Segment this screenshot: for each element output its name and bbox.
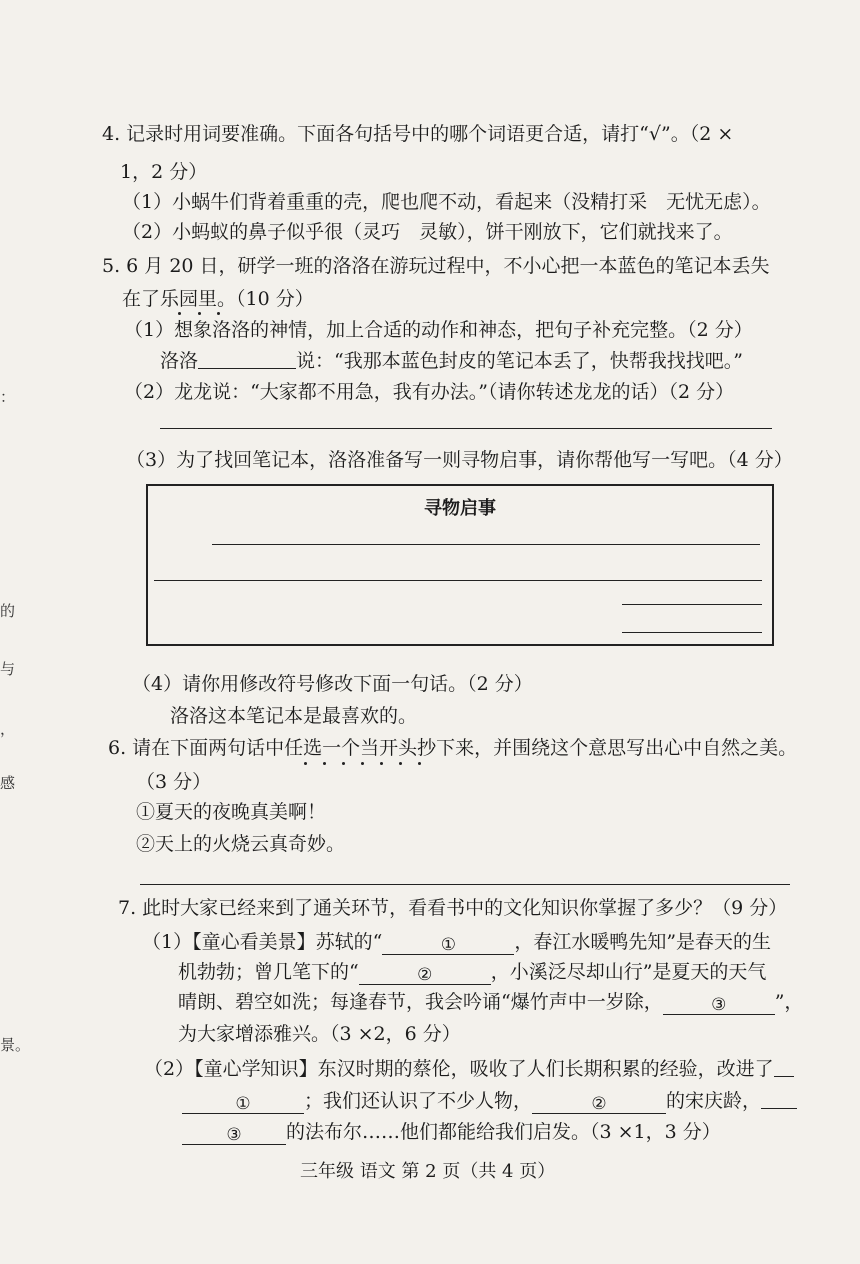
margin-fragment: ，: [0, 720, 16, 738]
margin-fragment: 景。: [0, 1036, 31, 1054]
q5-part4: （4）请你用修改符号修改下面一句话。（2 分）: [132, 673, 533, 695]
emphasis-dot: [198, 312, 201, 315]
q4-score: 1，2 分）: [120, 161, 208, 183]
text: 机勃勃；曾几笔下的“: [178, 961, 359, 983]
q5-title-cont: 在了乐园里。（10 分）: [122, 288, 314, 310]
answer-blank-2[interactable]: ②: [359, 964, 491, 985]
q7-part1-score: 为大家增添雅兴。（3 ×2，6 分）: [178, 1023, 461, 1045]
text: 的宋庆龄，: [666, 1090, 762, 1112]
emphasis-dot: [361, 762, 364, 765]
emphasis-dot: [399, 762, 402, 765]
q5-part2: （2）龙龙说：“大家都不用急，我有办法。”（请你转述龙龙的话）（2 分）: [124, 381, 735, 403]
text: （1）【童心看美景】苏轼的“: [142, 931, 383, 953]
emphasis-dot: [304, 762, 307, 765]
page-footer: 三年级 语文 第 2 页（共 4 页）: [300, 1161, 556, 1182]
q5-title: 5. 6 月 20 日，研学一班的洛洛在游玩过程中，不小心把一本蓝色的笔记本丢失: [102, 255, 770, 277]
lost-notice-box: [146, 484, 774, 646]
text: 的法布尔……他们都能给我们启发。（3 ×1，3 分）: [286, 1121, 721, 1143]
q5-part3: （3）为了找回笔记本，洛洛准备写一则寻物启事，请你帮他写一写吧。（4 分）: [126, 449, 793, 471]
emphasis-dot: [178, 312, 181, 315]
notice-line[interactable]: [154, 580, 762, 581]
answer-blank-1[interactable]: ①: [182, 1093, 304, 1114]
answer-blank-3-start[interactable]: [761, 1088, 797, 1109]
answer-blank-1[interactable]: ①: [382, 934, 514, 955]
answer-line[interactable]: [140, 884, 790, 885]
answer-line[interactable]: [160, 428, 772, 429]
text: ，春江水暖鸭先知”是春天的生: [514, 931, 772, 953]
notice-line[interactable]: [212, 544, 760, 545]
text: ”，: [774, 991, 804, 1013]
q5-part1-sentence: [160, 348, 743, 373]
answer-blank-1-start[interactable]: [774, 1056, 794, 1077]
q7-part2-line1: [144, 1056, 794, 1081]
emphasis-dot: [342, 762, 345, 765]
text: ；我们还认识了不少人物，: [304, 1090, 533, 1112]
margin-fragment: 与: [0, 660, 16, 678]
margin-fragment: 的: [0, 602, 16, 620]
emphasis-dot: [380, 762, 383, 765]
q6-option-2: ②天上的火烧云真奇妙。: [136, 833, 346, 855]
answer-blank-3[interactable]: ③: [663, 994, 775, 1015]
text: （2）【童心学知识】东汉时期的蔡伦，吸收了人们长期积累的经验，改进了: [144, 1058, 774, 1080]
q6-score: （3 分）: [136, 771, 212, 793]
emphasis-dot: [418, 762, 421, 765]
text: ，小溪泛尽却山行”是夏天的天气: [490, 961, 767, 983]
q6-title: 6. 请在下面两句话中任选一个当开头抄下来，并围绕这个意思写出心中自然之美。: [108, 737, 798, 759]
emphasis-dot: [217, 312, 220, 315]
q5-part4-sentence: 洛洛这本笔记本是最喜欢的。: [170, 705, 418, 727]
emphasis-dot: [323, 762, 326, 765]
q7-part1-line2: [178, 960, 766, 985]
notice-signature-line[interactable]: [622, 604, 762, 605]
q4-sentence-1: （1）小蜗牛们背着重重的壳，爬也爬不动，看起来（没精打采 无忧无虑）。: [122, 191, 771, 213]
notice-title: 寻物启事: [424, 498, 496, 519]
q7-title: 7. 此时大家已经来到了通关环节，看看书中的文化知识你掌握了多少？（9 分）: [118, 897, 788, 919]
q5-part1: （1）想象洛洛的神情，加上合适的动作和神态，把句子补充完整。（2 分）: [124, 319, 753, 341]
q6-option-1: ①夏天的夜晚真美啊！: [136, 801, 327, 823]
margin-fragment: 感: [0, 774, 16, 792]
q7-part2-line3: [182, 1120, 721, 1145]
answer-blank-3[interactable]: ③: [182, 1124, 286, 1145]
margin-fragment: ：: [0, 388, 16, 406]
q4-title: 4. 记录时用词要准确。下面各句括号中的哪个词语更合适，请打“√”。（2 ×: [102, 123, 734, 145]
notice-date-line[interactable]: [622, 632, 762, 633]
name-luoluo: 洛洛: [160, 350, 199, 372]
q7-part1-line3: [178, 990, 803, 1015]
q7-part1-line1: [142, 930, 771, 955]
q7-part2-line2: [182, 1088, 797, 1114]
answer-blank[interactable]: [198, 348, 296, 369]
answer-blank-2[interactable]: ②: [532, 1093, 666, 1114]
quote-text: 说：“我那本蓝色封皮的笔记本丢了，快帮我找找吧。”: [296, 350, 743, 372]
text: 晴朗、碧空如洗；每逢春节，我会吟诵“爆竹声中一岁除，: [178, 991, 663, 1013]
q4-sentence-2: （2）小蚂蚁的鼻子似乎很（灵巧 灵敏），饼干刚放下，它们就找来了。: [122, 221, 733, 243]
